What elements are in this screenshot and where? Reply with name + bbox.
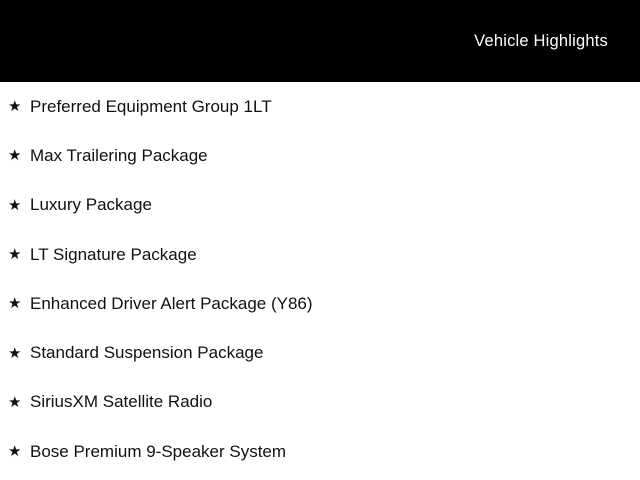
star-icon: ★ (8, 98, 22, 116)
item-label: Standard Suspension Package (30, 343, 264, 363)
list-item (0, 131, 640, 180)
list-item (0, 82, 640, 131)
star-icon: ★ (8, 246, 22, 264)
highlights-list (0, 82, 640, 476)
list-item (0, 427, 640, 476)
list-item (0, 378, 640, 427)
list-item (0, 181, 640, 230)
item-label: LT Signature Package (30, 244, 197, 264)
list-item (0, 328, 640, 377)
header-bar (0, 0, 640, 82)
list-item (0, 279, 640, 328)
item-label: Preferred Equipment Group 1LT (30, 96, 272, 116)
item-label: Luxury Package (30, 195, 152, 215)
star-icon: ★ (8, 196, 22, 214)
item-label: Bose Premium 9-Speaker System (30, 441, 287, 461)
list-item (0, 230, 640, 279)
page-title: Vehicle Highlights (474, 31, 608, 50)
item-label: SiriusXM Satellite Radio (30, 392, 213, 412)
star-icon: ★ (8, 344, 22, 362)
item-label: Enhanced Driver Alert Package (Y86) (30, 293, 313, 313)
star-icon: ★ (8, 295, 22, 313)
star-icon: ★ (8, 393, 22, 411)
star-icon: ★ (8, 147, 22, 165)
star-icon: ★ (8, 443, 22, 461)
item-label: Max Trailering Package (30, 145, 208, 165)
